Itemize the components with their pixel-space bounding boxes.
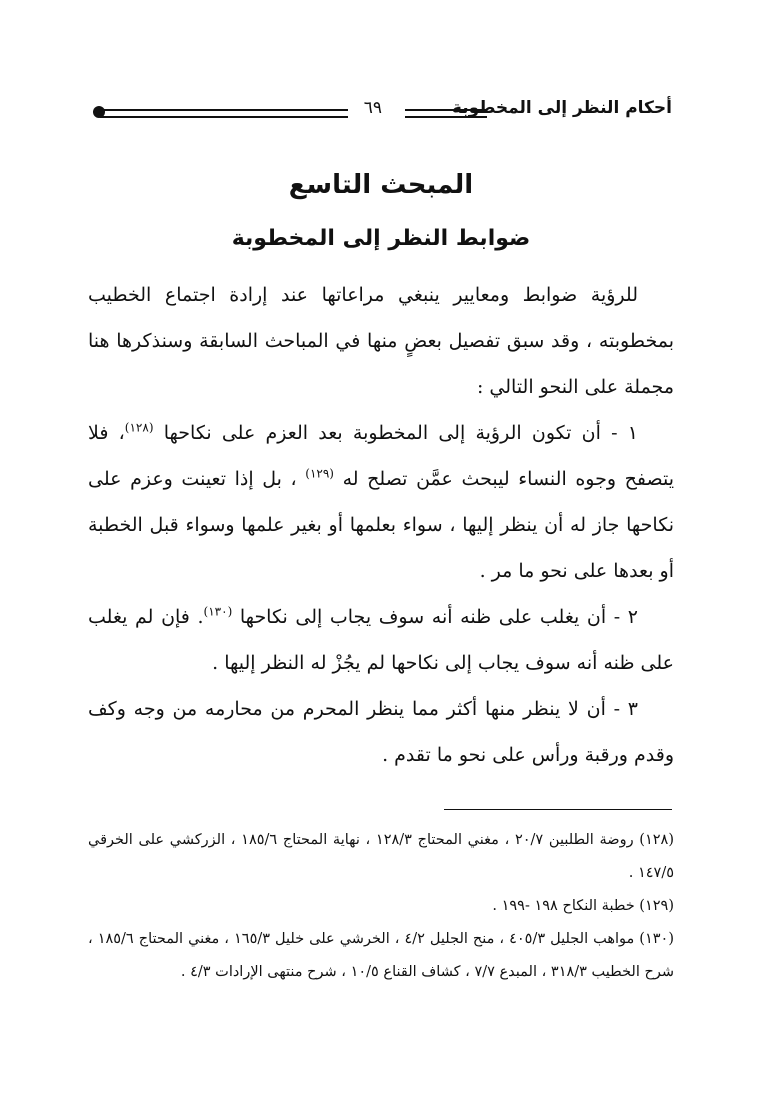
- item-2-text-a: ٢ - أن يغلب على ظنه أنه سوف يجاب إلى نكاحها: [239, 606, 638, 628]
- item-2-paragraph: [88, 594, 674, 686]
- item-1-text-c: ، بل إذا تعينت وعزم على نكاحها جاز له أن ينظر إليها ، سواء بعلمها أو بغير علمها وسواء قبل الخطبة أو بعدها على نحو ما مر .: [88, 468, 674, 582]
- header-ornament-dot: [93, 106, 105, 118]
- item-1-text-a: ١ - أن تكون الرؤية إلى المخطوبة بعد العزم على نكاحها: [163, 422, 638, 444]
- body-text: [88, 272, 674, 778]
- footnote-separator: [444, 809, 672, 810]
- footnote-ref-128: (١٢٨): [124, 420, 154, 435]
- running-header: [90, 98, 672, 128]
- header-double-rule-right: [405, 109, 487, 118]
- section-title: ضوابط النظر إلى المخطوبة: [231, 226, 531, 251]
- footnote-128: (١٢٨) روضة الطلبين ٢٠/٧ ، مغني المحتاج ١٢٨/٣ ، نهاية المحتاج ١٨٥/٦ ، الزركشي على الخرقي ١٤٧/٥ .: [88, 832, 674, 881]
- item-1-paragraph: [88, 410, 674, 594]
- footnote-129: (١٢٩) خطبة النكاح ١٩٨ -١٩٩ .: [492, 898, 674, 914]
- item-1-text-b: ، فلا يتصفح وجوه النساء ليبحث عمَّن تصلح له: [88, 422, 674, 490]
- footnote-ref-129: (١٢٩): [305, 466, 334, 481]
- item-3-paragraph: ٣ - أن لا ينظر منها أكثر مما ينظر المحرم من محارمه من وجه وكف وقدم ورقبة ورأس على نحو ما تقدم .: [88, 698, 674, 766]
- chapter-title: المبحث التاسع: [288, 170, 474, 200]
- running-header-title: أحكام النظر إلى المخطوبة: [451, 98, 672, 118]
- footnote-ref-130: (١٣٠): [203, 604, 233, 619]
- footnotes: [88, 824, 674, 989]
- footnote-130: (١٣٠) مواهب الجليل ٤٠٥/٣ ، منح الجليل ٤/٢ ، الخرشي على خليل ١٦٥/٣ ، مغني المحتاج ١٨٥/٦ ، شرح الخطيب ٣١٨/٣ ، المبدع ٧/٧ ، كشاف القناع ١٠/٥ ، شرح منتهى الإرادات ٤/٣ .: [88, 931, 674, 980]
- page-number: ٦٩: [363, 98, 382, 118]
- item-2-text-b: . فإن لم يغلب على ظنه أنه سوف يجاب إلى نكاحها لم يجُزْ له النظر إليها .: [88, 606, 674, 674]
- header-double-rule-left: [100, 109, 348, 118]
- intro-paragraph: للرؤية ضوابط ومعايير ينبغي مراعاتها عند إرادة اجتماع الخطيب بمخطوبته ، وقد سبق تفصيل بعضٍ منها في المباحث السابقة وسنذكرها هنا مجملة على النحو التالي :: [88, 284, 674, 398]
